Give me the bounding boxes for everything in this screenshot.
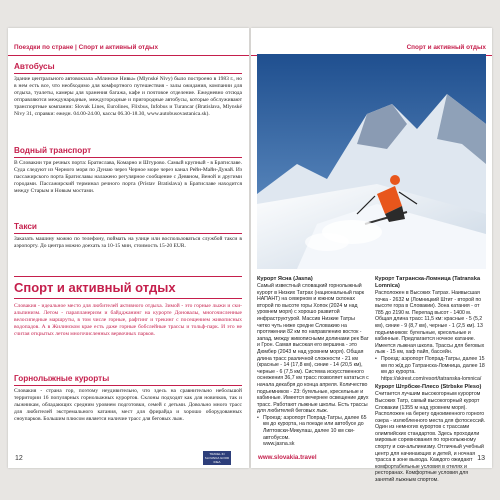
sport-heading: Спорт и активный отдых bbox=[14, 280, 176, 295]
water-heading: Водный транспорт bbox=[14, 146, 92, 155]
strbske-text: Считается лучшим высокогорным курортом Высоких Татр, самый высокогорный курорт Словакии (1355 м над уровнем моря). Расположен на берегу одноименного горного озера - излюбленного места для фотосессий. Один из немногих курортов с трассами олимпийских стандартов. Здесь проходили мировые соревнования по горнолыжному спорту и ски-альпинизму. Отличный учебный центр для начинающих и детей, и ночная трасса в зоне выхода. Каждого ожидают комфортабельные условия в отелях и ресторанах. Комфортные условия для занятий лыжным спортом. bbox=[375, 391, 486, 484]
taxi-section bbox=[14, 222, 242, 250]
page-header bbox=[251, 42, 492, 53]
website-link[interactable]: www.slovakia.travel bbox=[258, 454, 317, 461]
sport-section bbox=[14, 276, 242, 338]
right-page bbox=[251, 28, 492, 484]
jasna-link[interactable]: www.jasna.sk bbox=[263, 441, 295, 448]
lomnica-heading: Курорт Татранска-Ломница (Tatranska Lomnica) bbox=[375, 276, 481, 289]
resorts-text: Словакия - страна гор, поэтому неудивительно, что здесь на сравнительно небольшой территории 16 популярных горнолыжных курортов. Склоны подходят как для новичков, так и лыжникам, обладающих средним уровнем подготовки, семей с детьми. Довольно много трасс для любителей экстремального катания, мест для фрирайда и хорошо оборудованных сноупарков. Большим плюсом является наличие трасс для беговых лыж. bbox=[14, 388, 242, 422]
section-rule bbox=[14, 385, 242, 386]
taxi-heading: Такси bbox=[14, 222, 37, 231]
skier-photo bbox=[257, 54, 486, 269]
strbske-heading: Курорт Штрбске-Плесо (Strbske Pleso) bbox=[375, 384, 482, 391]
jasna-text: Самый известный словацкий горнолыжный курорт в Низких Татрах (национальный парк НАПАНТ) на северном и южном склонах второй по высоте горы Хопок (2024 м над уровнем моря) с хорошо развитой инфраструктурой. Массив Низкие Татры четко чуть ниже средне Словакию на протяжении 82 км по направлению восток - запад, между живописными долинами рек Ваг и Грон. Самая высокая его вершина - это Дюмбер (2043 м над уровнем моря). Общая длина трасс различной сложности - 21 км (красные - 14 (17,8 км), синие - 14 (20,5 км), черные - 6 (7,5 км). Система искусственного оснежения 36,7 км трасс позволяет кататься с начала декабря до конца апреля. Количество подъемников - 23: бугельные, кресельные и кабинные. Имеется вечернее освещение двух трасс. Работают лыжные школы. Есть трассы для любителей беговых лыж. bbox=[257, 283, 369, 415]
section-rule bbox=[14, 233, 242, 234]
page-number: 13 bbox=[477, 455, 485, 462]
jasna-getting-there bbox=[257, 415, 369, 441]
running-header: Поездки по стране | Спорт и активный отдых bbox=[14, 44, 159, 51]
header-rule bbox=[8, 55, 249, 56]
lomnica-text: Расположен в Высоких Татрах. Наивысшая точка - 2632 м (Ломницкий Штит - второй по высоте гора в Словакии). Зона катания - от 785 до 2190 м. Перепад высот - 1400 м. Общая длина трасс 11,5 км: красные - 5 (5,2 км), синие - 9 (8,7 км), черные - 1 (2,5 км). 13 подъемников: бугельные, кресельные и кабинные. Предлагается ночное катание. Имеется лыжная школа. Трассы для беговых лыж - 15 км, хаф пайп, бассейн. bbox=[375, 290, 485, 356]
logo-text: TRAVEL IN SLOVAKIA GOOD IDEA bbox=[204, 452, 230, 464]
resorts-heading: Горнолыжные курорты bbox=[14, 374, 110, 383]
page-header bbox=[8, 42, 249, 53]
lomnica-getting-text: Проезд: аэропорт Попрад-Татры, далее 15 км по ж/д до Татранска-Ломница, далее 18 км до курорта. bbox=[381, 355, 485, 376]
travel-slovakia-logo bbox=[203, 451, 231, 465]
jasna-heading: Курорт Ясна (Jasna) bbox=[257, 276, 313, 282]
buses-heading: Автобусы bbox=[14, 62, 55, 71]
water-section bbox=[14, 146, 242, 195]
jasna-getting-text: Проезд: аэропорт Попрад-Татры, далее 65 км до курорта, на поезде или автобусе до Липтовски-Микулаш, далее 10 км ски-автобусом. bbox=[263, 414, 367, 441]
skier-photo-illustration bbox=[257, 54, 486, 269]
page-number: 12 bbox=[15, 455, 23, 462]
running-header: Спорт и активный отдых bbox=[406, 44, 486, 51]
water-text: В Словакии три речных порта: Братислава, Комарно и Штурово. Самый крупный - в Братиславе. Суда следуют из Черного моря по Дунаю через Черное море через канал Рейн-Майн-Дунай. Из пассажирского порта Братиславы налажено регулярное сообщение с Деввном, Веной и другими городами. Пассажирский терминал речного порта (Prístav Bratislava) в Братиславе находится между Старым и Новым мостами. bbox=[14, 160, 242, 194]
bullet-icon: • bbox=[375, 355, 377, 362]
sport-text: Словакия - идеальное место для любителей активного отдыха. Зимой - это горные лыжи и ски-альпинизм. Летом - парапланеризм и байдджанинг на курорте Доновалы, многочисленные велосипедные маршруты, в том числе горные, рафтинг и трекинг с посещением живописных водопадов. А в Жилинском крае есть даже горные бобслейные трассы и тольф-парк. И это не считая открытых летом многочисленных вервочных парков. bbox=[14, 303, 242, 337]
lomnica-getting-there bbox=[375, 356, 487, 376]
left-page bbox=[8, 28, 249, 468]
section-rule bbox=[14, 73, 242, 74]
section-rule bbox=[14, 276, 242, 277]
buses-text: Здание центрального автовокзала «Млинске Нивы» (Mlynské Nivy) было построено в 1983 г., но в нем есть все, что необходимо для комфортного путешествия - залы ожидания, компании для отдыха, туалеты, камеры для хранения багажа, кафе и почтовое отделение. Ежедневно отсюда отправляются международные, междугородные и пригородные автобусы, которые обслуживают транспортные компании: Slovak Lines, Eurolines, Flixbus, Infobus и Turancar (Bratislava, Mlynské Nivy 31, справки: ежедн. 04.00-24.00, кассы 06.30-18.30, www.autobusovastanica.sk). bbox=[14, 76, 242, 117]
bullet-icon: • bbox=[257, 414, 259, 421]
section-rule bbox=[14, 298, 242, 299]
buses-section bbox=[14, 62, 242, 118]
taxi-text: Заказать машину можно по телефону, поймать на улице или воспользоваться службой такси в аэропорту. До центра можно доехать за 10-15 мин, стоимость 15-20 EUR. bbox=[14, 236, 242, 249]
lomnica-link[interactable]: https://skirest.com/resort/tatranska-lomnica/ bbox=[381, 375, 482, 382]
lomnica-column bbox=[375, 276, 487, 484]
jasna-column bbox=[257, 276, 369, 448]
section-rule bbox=[14, 157, 242, 158]
resorts-section bbox=[14, 374, 242, 423]
